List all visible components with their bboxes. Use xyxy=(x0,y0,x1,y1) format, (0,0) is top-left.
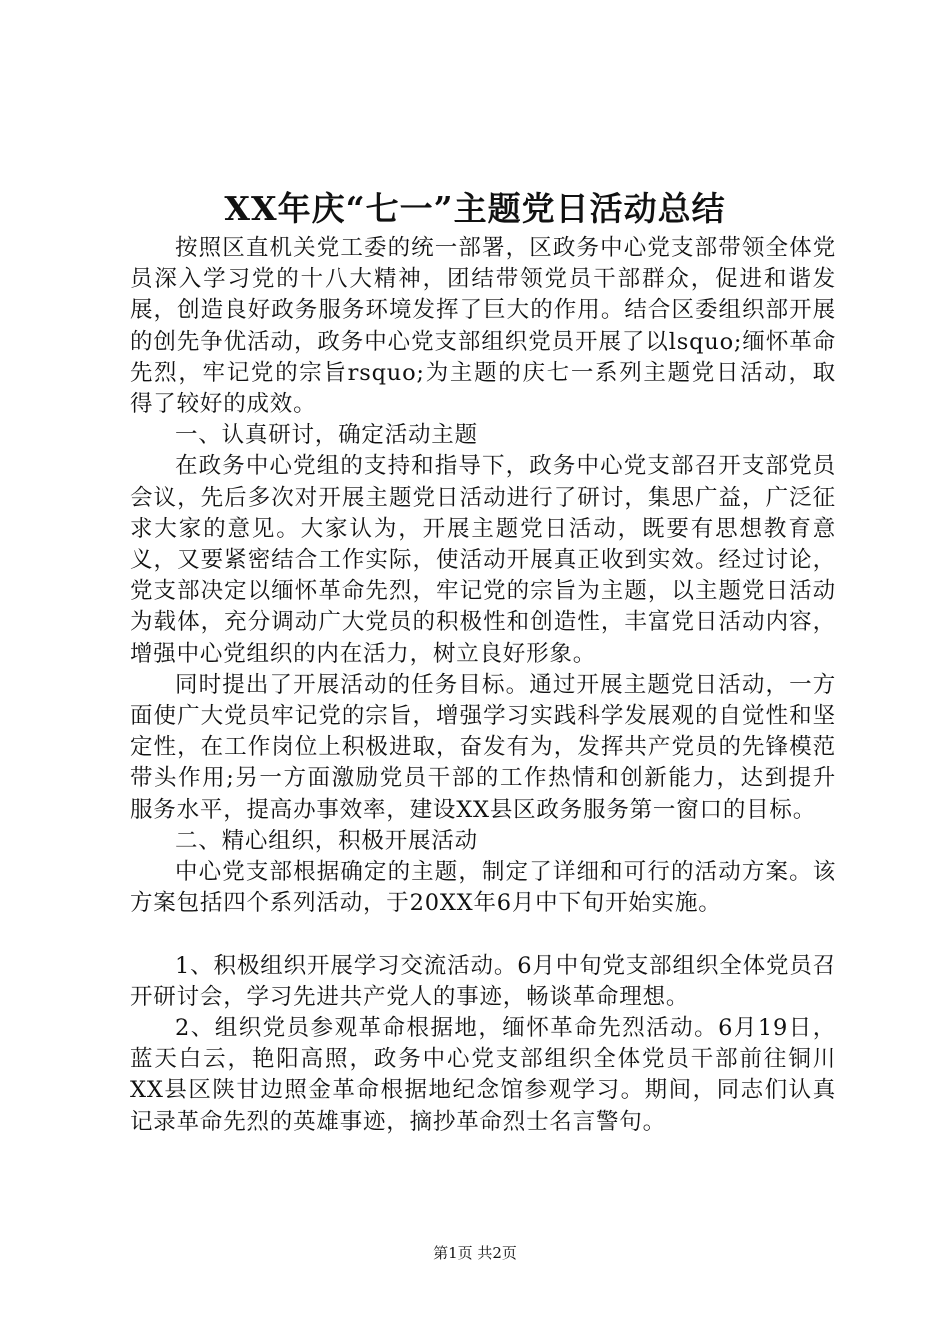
document-body xyxy=(130,233,836,1138)
paragraph-activity-1: 1、积极组织开展学习交流活动。6月中旬党支部组织全体党员召开研讨会，学习先进共产党人的事迹，畅谈革命理想。 xyxy=(130,952,836,1010)
section-heading-1: 一、认真研讨，确定活动主题 xyxy=(175,422,478,449)
paragraph-plan: 中心党支部根据确定的主题，制定了详细和可行的活动方案。该方案包括四个系列活动，于20XX年6月中下旬开始实施。 xyxy=(130,859,836,917)
page-footer: 第1页 共2页 xyxy=(433,1244,517,1262)
paragraph-goals: 同时提出了开展活动的任务目标。通过开展主题党日活动，一方面使广大党员牢记党的宗旨，增强学习实践科学发展观的自觉性和坚定性，在工作岗位上积极进取，奋发有为，发挥共产党员的先锋模范带头作用;另一方面激励党员干部的工作热情和创新能力，达到提升服务水平，提高办事效率，建设XX县区政务服务第一窗口的目标。 xyxy=(130,671,836,823)
blank-line xyxy=(130,919,836,950)
section-heading-2: 二、精心组织，积极开展活动 xyxy=(175,827,478,854)
paragraph-activity-2: 2、组织党员参观革命根据地，缅怀革命先烈活动。6月19日，蓝天白云，艳阳高照，政务中心党支部组织全体党员干部前往铜川XX县区陕甘边照金革命根据地纪念馆参观学习。期间，同志们认真记录革命先烈的英雄事迹，摘抄革命烈士名言警句。 xyxy=(130,1015,836,1135)
paragraph-research: 在政务中心党组的支持和指导下，政务中心党支部召开支部党员会议，先后多次对开展主题党日活动进行了研讨，集思广益，广泛征求大家的意见。大家认为，开展主题党日活动，既要有思想教育意义，又要紧密结合工作实际，使活动开展真正收到实效。经过讨论，党支部决定以缅怀革命先烈，牢记党的宗旨为主题，以主题党日活动为载体，充分调动广大党员的积极性和创造性，丰富党日活动内容，增强中心党组织的内在活力，树立良好形象。 xyxy=(130,453,836,667)
paragraph-intro: 按照区直机关党工委的统一部署，区政务中心党支部带领全体党员深入学习党的十八大精神，团结带领党员干部群众，促进和谐发展，创造良好政务服务环境发挥了巨大的作用。结合区委组织部开展的创先争优活动，政务中心党支部组织党员开展了以lsquo;缅怀革命先烈，牢记党的宗旨rsquo;为主题的庆七一系列主题党日活动，取得了较好的成效。 xyxy=(130,235,836,418)
document-title: XX年庆“七一”主题党日活动总结 xyxy=(224,189,726,228)
